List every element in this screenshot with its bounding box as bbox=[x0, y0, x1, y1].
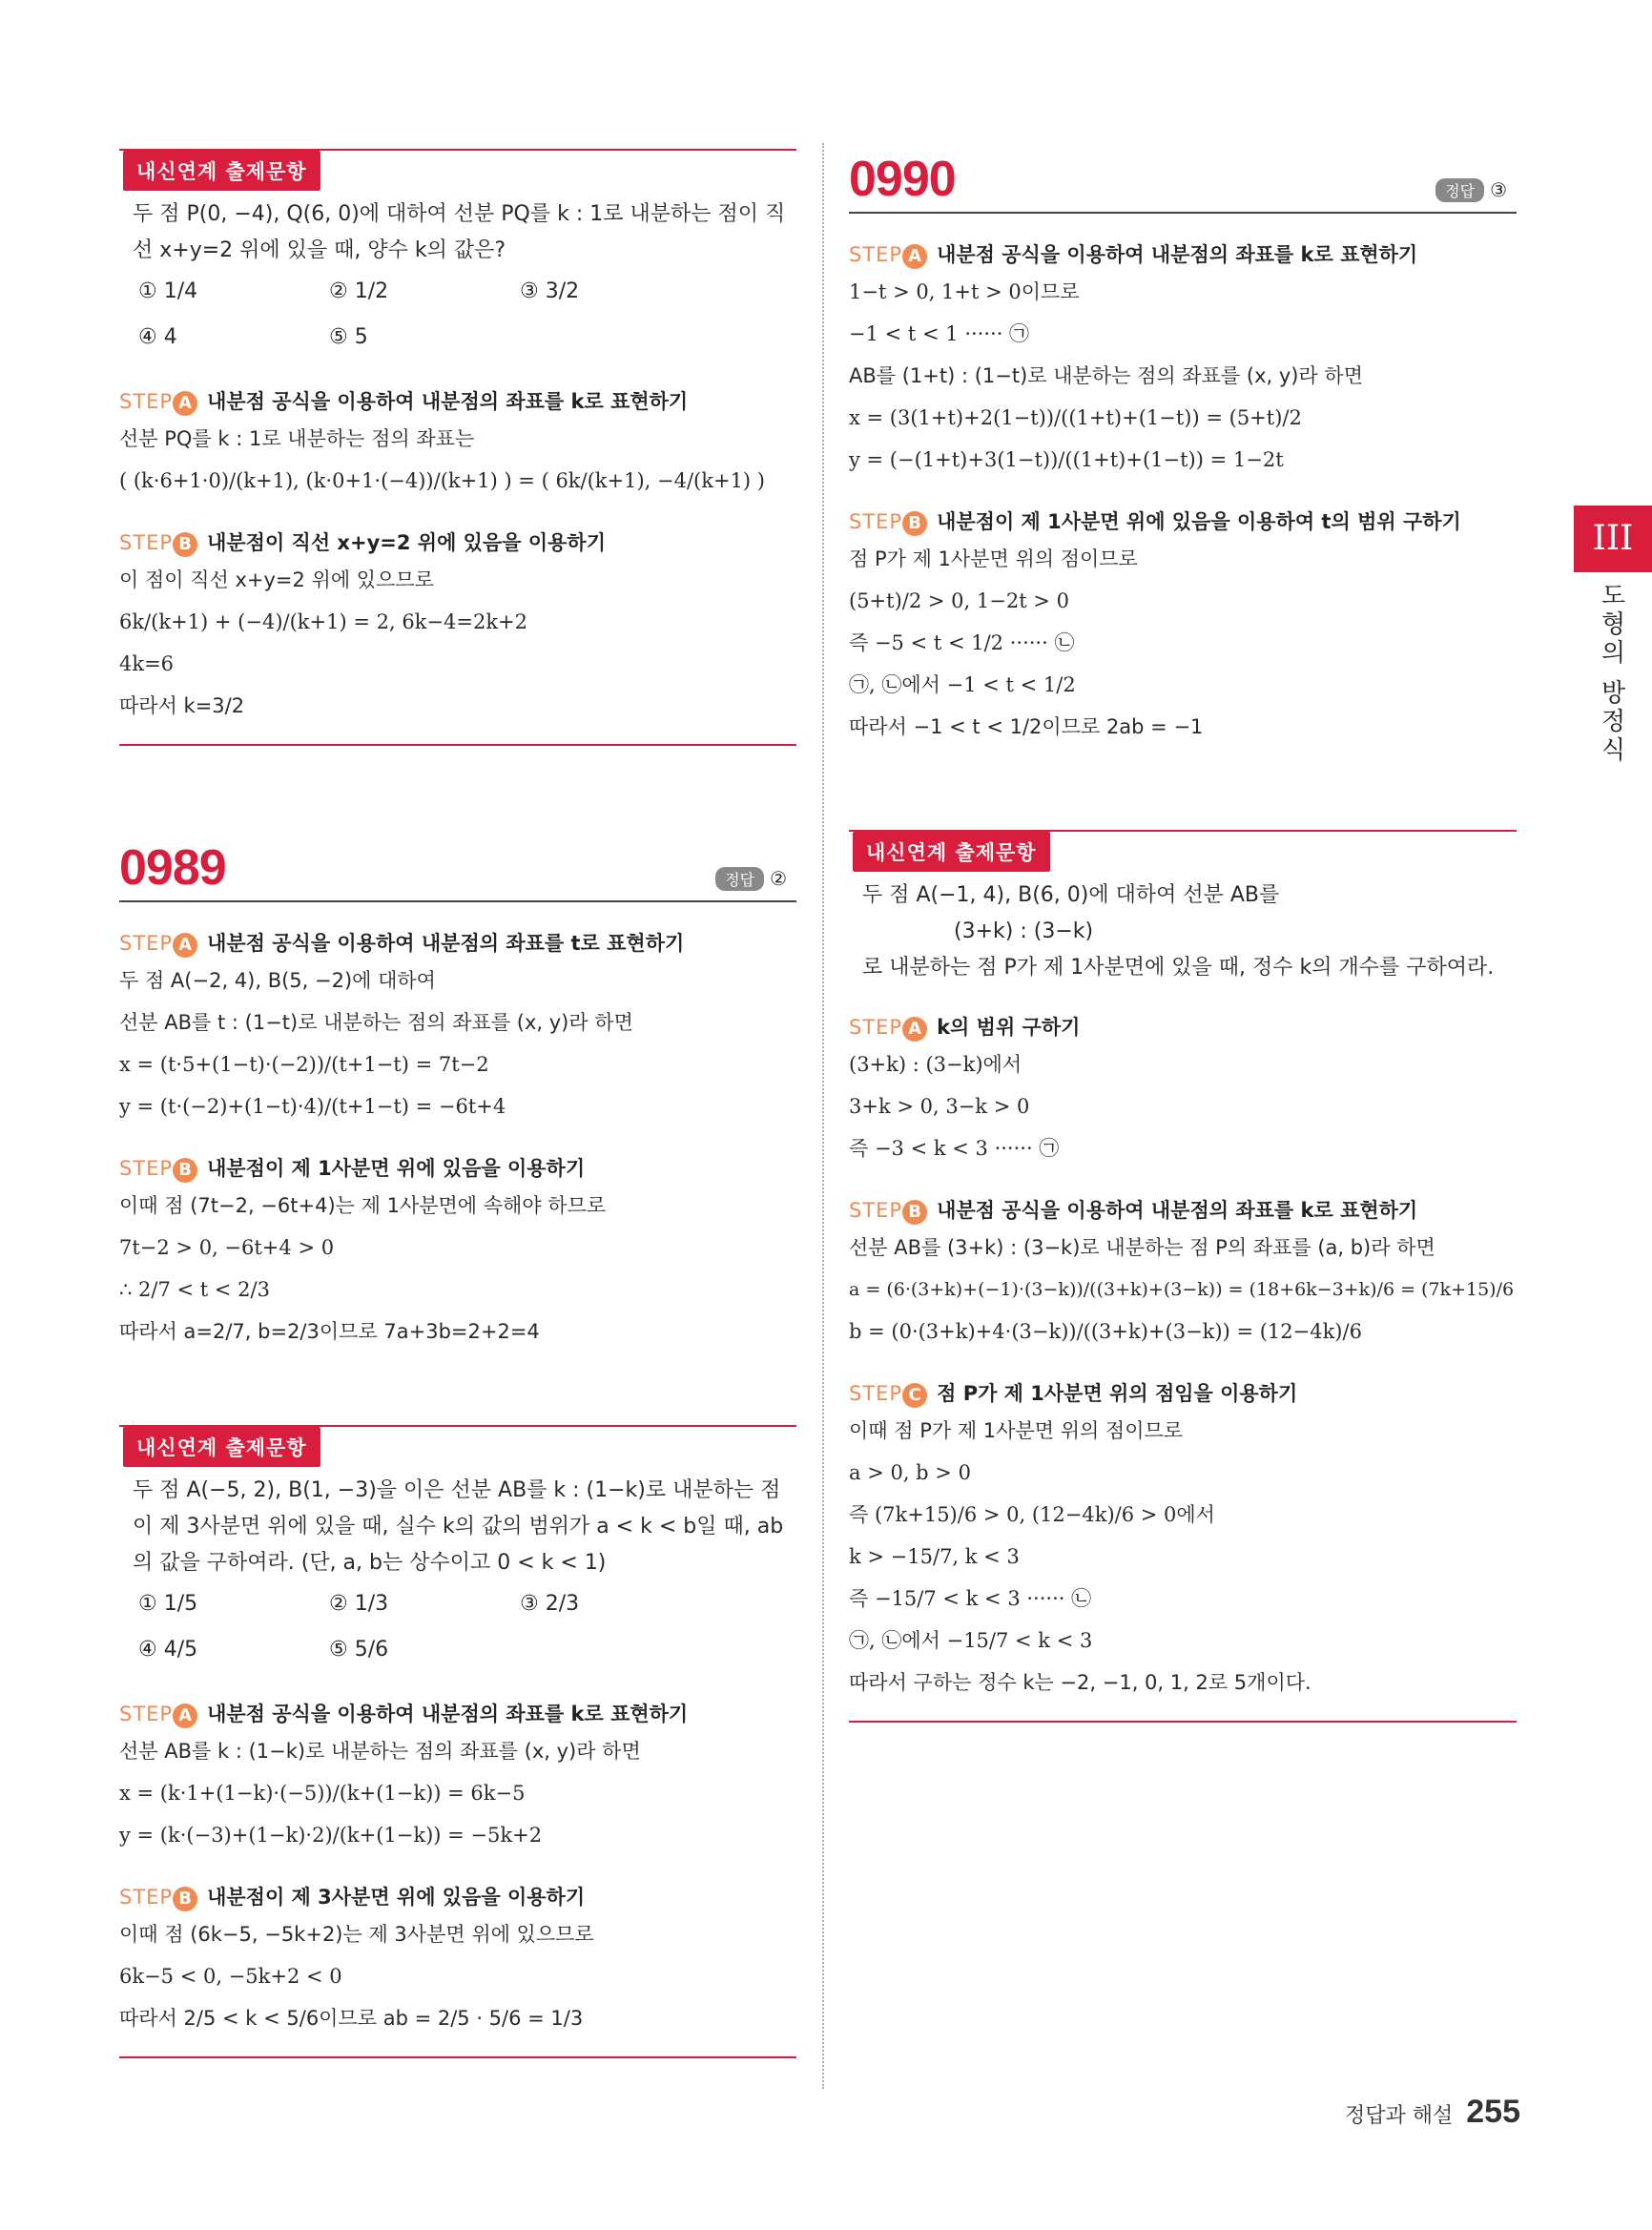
solution-line: y = (k·(−3)+(1−k)·2)/(k+(1−k)) = −5k+2 bbox=[119, 1824, 543, 1847]
exam-badge: 내신연계 출제문항 bbox=[853, 832, 1050, 872]
solution-line: k > −15/7, k < 3 bbox=[849, 1545, 1020, 1568]
solution-line: ㉠, ㉡에서 −1 < t < 1/2 bbox=[849, 673, 1076, 696]
solution-line: b = (0·(3+k)+4·(3−k))/((3+k)+(3−k)) = (12−4k)/6 bbox=[849, 1320, 1362, 1343]
question: 두 점 P(0, −4), Q(6, 0)에 대하여 선분 PQ를 k : 1로 내분하는 점이 직선 x+y=2 위에 있을 때, 양수 k의 값은? bbox=[133, 202, 786, 262]
options bbox=[119, 269, 796, 361]
solution-line: 이 점이 직선 x+y=2 위에 있으므로 bbox=[119, 568, 434, 591]
step-b-heading: STEP B 내분점이 제 1사분면 위에 있음을 이용하기 bbox=[119, 1152, 796, 1185]
solution-line: 즉 −5 < t < 1/2 ······ ㉡ bbox=[849, 631, 1075, 654]
left-column bbox=[119, 143, 796, 2058]
option: ① 1/5 bbox=[138, 1592, 198, 1616]
option: ⑤ 5 bbox=[329, 325, 368, 349]
solution-line: x = (t·5+(1−t)·(−2))/(t+1−t) = 7t−2 bbox=[119, 1053, 489, 1076]
solution-line: 이때 점 (6k−5, −5k+2)는 제 3사분면 위에 있으므로 bbox=[119, 1923, 594, 1946]
solution-line: 따라서 k=3/2 bbox=[119, 694, 245, 717]
option: ① 1/4 bbox=[138, 279, 198, 303]
right-column bbox=[849, 143, 1517, 1723]
solution-line: 6k−5 < 0, −5k+2 < 0 bbox=[119, 1965, 342, 1988]
page-number: 255 bbox=[1466, 2094, 1520, 2130]
problem-0990 bbox=[849, 143, 1517, 748]
option: ② 1/2 bbox=[329, 279, 389, 303]
question-line: 두 점 A(−1, 4), B(6, 0)에 대하여 선분 AB를 bbox=[862, 883, 1280, 907]
option: ④ 4/5 bbox=[138, 1638, 198, 1662]
problem-number: 0990 bbox=[849, 152, 956, 207]
solution-line: 두 점 A(−2, 4), B(5, −2)에 대하여 bbox=[119, 969, 436, 992]
solution-line: 6k/(k+1) + (−4)/(k+1) = 2, 6k−4=2k+2 bbox=[119, 610, 527, 633]
solution-line: 즉 −3 < k < 3 ······ ㉠ bbox=[849, 1137, 1060, 1160]
question-line: (3+k) : (3−k) bbox=[954, 919, 1094, 943]
problem-0989 bbox=[119, 832, 796, 1352]
solution-line: 이때 점 (7t−2, −6t+4)는 제 1사분면에 속해야 하므로 bbox=[119, 1194, 607, 1217]
problem-box-2 bbox=[119, 1419, 796, 2058]
solution-line: 즉 (7k+15)/6 > 0, (12−4k)/6 > 0에서 bbox=[849, 1503, 1215, 1526]
option: ③ 2/3 bbox=[520, 1592, 580, 1616]
solution-line: 따라서 구하는 정수 k는 −2, −1, 0, 1, 2로 5개이다. bbox=[849, 1671, 1311, 1694]
solution-line: 따라서 a=2/7, b=2/3이므로 7a+3b=2+2=4 bbox=[119, 1320, 540, 1343]
solution-line: a = (6·(3+k)+(−1)·(3−k))/((3+k)+(3−k)) = (18+6k−3+k)/6 = (7k+15)/6 bbox=[849, 1279, 1515, 1300]
step-a-heading: STEP A 내분점 공식을 이용하여 내분점의 좌표를 t로 표현하기 bbox=[119, 927, 796, 960]
solution-line: 이때 점 P가 제 1사분면 위의 점이므로 bbox=[849, 1419, 1184, 1442]
exam-badge: 내신연계 출제문항 bbox=[123, 1427, 320, 1467]
solution-line: 1−t > 0, 1+t > 0이므로 bbox=[849, 280, 1080, 303]
problem-box-1 bbox=[119, 143, 796, 746]
footer-label: 정답과 해설 bbox=[1345, 2104, 1454, 2128]
column-divider bbox=[822, 143, 824, 2089]
solution-line: x = (k·1+(1−k)·(−5))/(k+(1−k)) = 6k−5 bbox=[119, 1782, 526, 1805]
solution-line: 7t−2 > 0, −6t+4 > 0 bbox=[119, 1236, 335, 1259]
option: ② 1/3 bbox=[329, 1592, 389, 1616]
question-line: 로 내분하는 점 P가 제 1사분면에 있을 때, 정수 k의 개수를 구하여라. bbox=[862, 956, 1495, 980]
step-b-heading: STEP B 내분점이 직선 x+y=2 위에 있음을 이용하기 bbox=[119, 527, 796, 559]
solution-line: y = (t·(−2)+(1−t)·4)/(t+1−t) = −6t+4 bbox=[119, 1095, 506, 1118]
solution-line: (3+k) : (3−k)에서 bbox=[849, 1053, 1022, 1076]
solution-line: −1 < t < 1 ······ ㉠ bbox=[849, 322, 1030, 345]
solution-line: AB를 (1+t) : (1−t)로 내분하는 점의 좌표를 (x, y)라 하면 bbox=[849, 364, 1363, 387]
option: ⑤ 5/6 bbox=[329, 1638, 389, 1662]
step-c-heading: STEP C 점 P가 제 1사분면 위의 점임을 이용하기 bbox=[849, 1377, 1517, 1410]
step-a-heading: STEP A 내분점 공식을 이용하여 내분점의 좌표를 k로 표현하기 bbox=[119, 1698, 796, 1730]
step-a-heading: STEP A 내분점 공식을 이용하여 내분점의 좌표를 k로 표현하기 bbox=[849, 238, 1517, 271]
step-a-heading: STEP A k의 범위 구하기 bbox=[849, 1011, 1517, 1043]
solution-line: 따라서 2/5 < k < 5/6이므로 ab = 2/5 · 5/6 = 1/3 bbox=[119, 2007, 584, 2030]
solution-line: 점 P가 제 1사분면 위의 점이므로 bbox=[849, 547, 1138, 570]
solution-line: a > 0, b > 0 bbox=[849, 1461, 971, 1484]
option: ④ 4 bbox=[138, 325, 177, 349]
problem-number: 0989 bbox=[119, 840, 226, 896]
chapter-tab: III bbox=[1574, 506, 1652, 572]
solution-line: ( (k·6+1·0)/(k+1), (k·0+1·(−4))/(k+1) ) = ( 6k/(k+1), −4/(k+1) ) bbox=[119, 469, 765, 492]
solution-line: 4k=6 bbox=[119, 652, 175, 675]
solution-line: 선분 AB를 t : (1−t)로 내분하는 점의 좌표를 (x, y)라 하면 bbox=[119, 1011, 633, 1034]
answer: 정답 ③ bbox=[1435, 178, 1507, 202]
answer: 정답 ② bbox=[715, 867, 787, 891]
step-b-heading: STEP B 내분점이 제 3사분면 위에 있음을 이용하기 bbox=[119, 1881, 796, 1913]
step-b-heading: STEP B 내분점이 제 1사분면 위에 있음을 이용하여 t의 범위 구하기 bbox=[849, 506, 1517, 538]
option: ③ 3/2 bbox=[520, 279, 580, 303]
solution-line: 선분 AB를 k : (1−k)로 내분하는 점의 좌표를 (x, y)라 하면 bbox=[119, 1740, 641, 1763]
options bbox=[119, 1581, 796, 1673]
solution-line: (5+t)/2 > 0, 1−2t > 0 bbox=[849, 589, 1069, 612]
chapter-title: 도형의 방정식 bbox=[1597, 582, 1625, 766]
solution-line: ㉠, ㉡에서 −15/7 < k < 3 bbox=[849, 1629, 1093, 1652]
solution-line: 3+k > 0, 3−k > 0 bbox=[849, 1095, 1030, 1118]
solution-line: 즉 −15/7 < k < 3 ······ ㉡ bbox=[849, 1587, 1092, 1610]
page-footer bbox=[1345, 2094, 1520, 2131]
solution-line: y = (−(1+t)+3(1−t))/((1+t)+(1−t)) = 1−2t bbox=[849, 448, 1284, 471]
solution-line: 선분 PQ를 k : 1로 내분하는 점의 좌표는 bbox=[119, 427, 475, 450]
step-a-heading: STEP A 내분점 공식을 이용하여 내분점의 좌표를 k로 표현하기 bbox=[119, 385, 796, 418]
solution-line: 선분 AB를 (3+k) : (3−k)로 내분하는 점 P의 좌표를 (a, b)라 하면 bbox=[849, 1236, 1435, 1259]
solution-line: ∴ 2/7 < t < 2/3 bbox=[119, 1278, 270, 1301]
solution-line: 따라서 −1 < t < 1/2이므로 2ab = −1 bbox=[849, 715, 1204, 738]
solution-line: x = (3(1+t)+2(1−t))/((1+t)+(1−t)) = (5+t)/2 bbox=[849, 406, 1302, 429]
problem-box-3 bbox=[849, 824, 1517, 1723]
question: 두 점 A(−5, 2), B(1, −3)을 이은 선분 AB를 k : (1−k)로 내분하는 점이 제 3사분면 위에 있을 때, 실수 k의 값의 범위가 a < k < b일 때, ab의 값을 구하여라. (단, a, b는 상수이고 0 < k < 1) bbox=[133, 1478, 784, 1575]
step-b-heading: STEP B 내분점 공식을 이용하여 내분점의 좌표를 k로 표현하기 bbox=[849, 1194, 1517, 1227]
exam-badge: 내신연계 출제문항 bbox=[123, 151, 320, 191]
